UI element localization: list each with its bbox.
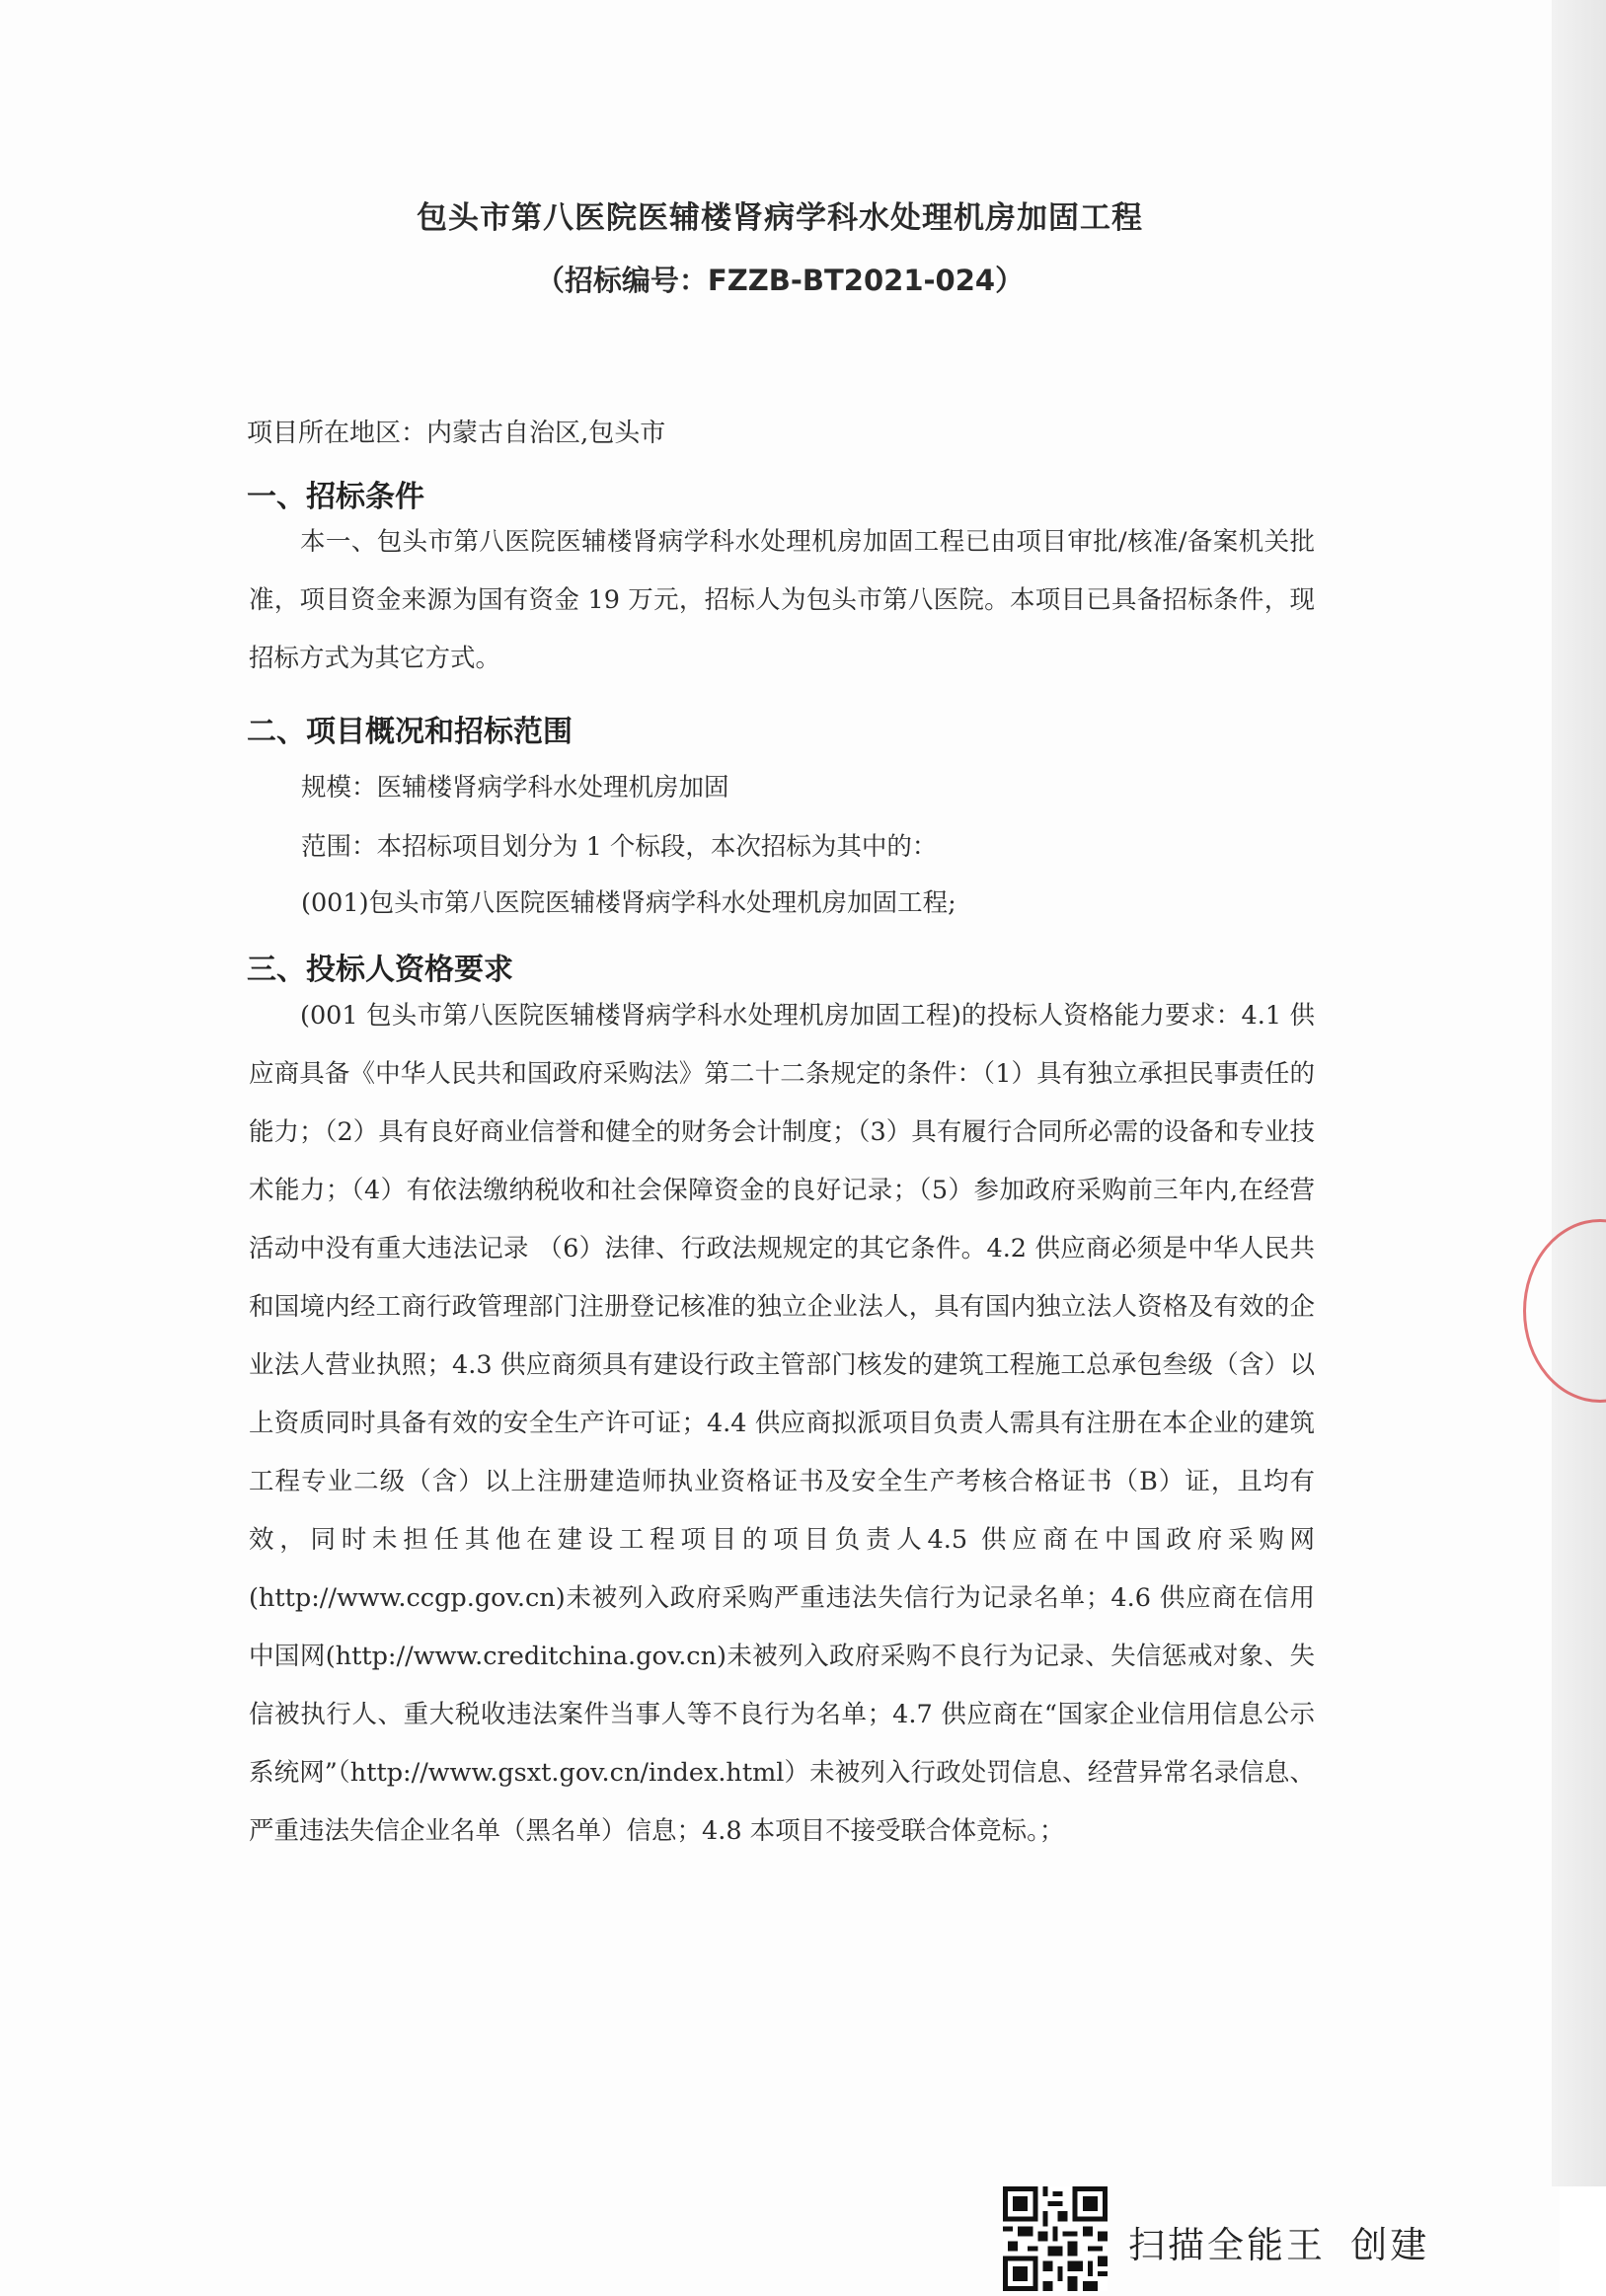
scanner-watermark: 扫描全能王 创建 — [1128, 2224, 1430, 2266]
page-edge-shadow — [1552, 0, 1606, 2186]
section-2-scope: 范围：本招标项目划分为 1 个标段，本次招标为其中的： — [301, 832, 938, 862]
qr-code-icon — [1003, 2186, 1108, 2291]
section-2-lot: (001)包头市第八医院医辅楼肾病学科水处理机房加固工程; — [301, 888, 956, 918]
section-3-body: (001 包头市第八医院医辅楼肾病学科水处理机房加固工程)的投标人资格能力要求：4.1 供应商具备《中华人民共和国政府采购法》第二十二条规定的条件：（1）具有独立承担民事责任的能力；（2）具有良好商业信誉和健全的财务会计制度；（3）具有履行合同所必需的设备和专业技术能力；（4）有依法缴纳税收和社会保障资金的良好记录；（5）参加政府采购前三年内,在经营活动中没有重大违法记录 （6）法律、行政法规规定的其它条件。4.2 供应商必须是中华人民共和国境内经工商行政管理部门注册登记核准的独立企业法人，具有国内独立法人资格及有效的企业法人营业执照；4.3 供应商须具有建设行政主管部门核发的建筑工程施工总承包叁级（含）以上资质同时具备有效的安全生产许可证；4.4 供应商拟派项目负责人需具有注册在本企业的建筑工程专业二级（含）以上注册建造师执业资格证书及安全生产考核合格证书（B）证，且均有效，同时未担任其他在建设工程项目的项目负责人4.5 供应商在中国政府采购网(http://www.ccgp.gov.cn)未被列入政府采购严重违法失信行为记录名单；4.6 供应商在信用中国网(http://www.creditchina.gov.cn)未被列入政府采购不良行为记录、失信惩戒对象、失信被执行人、重大税收违法案件当事人等不良行为名单；4.7 供应商在“国家企业信用信息公示系统网”（http://www.gsxt.gov.cn/index.html）未被列入行政处罚信息、经营异常名录信息、严重违法失信企业名单（黑名单）信息；4.8 本项目不接受联合体竞标。； — [249, 1001, 1315, 1846]
section-3-heading: 三、投标人资格要求 — [247, 953, 513, 987]
tender-number: （招标编号：FZZB-BT2021-024） — [535, 264, 1025, 297]
section-1-body: 本一、包头市第八医院医辅楼肾病学科水处理机房加固工程已由项目审批/核准/备案机关批准，项目资金来源为国有资金 19 万元，招标人为包头市第八医院。本项目已具备招标条件，现招标方式为其它方式。 — [249, 527, 1315, 673]
document-title: 包头市第八医院医辅楼肾病学科水处理机房加固工程 — [417, 200, 1143, 236]
section-2-heading: 二、项目概况和招标范围 — [247, 715, 573, 749]
project-region: 项目所在地区：内蒙古自治区,包头市 — [247, 419, 666, 448]
section-1-heading: 一、招标条件 — [247, 480, 424, 514]
section-2-scale: 规模：医辅楼肾病学科水处理机房加固 — [301, 773, 729, 803]
